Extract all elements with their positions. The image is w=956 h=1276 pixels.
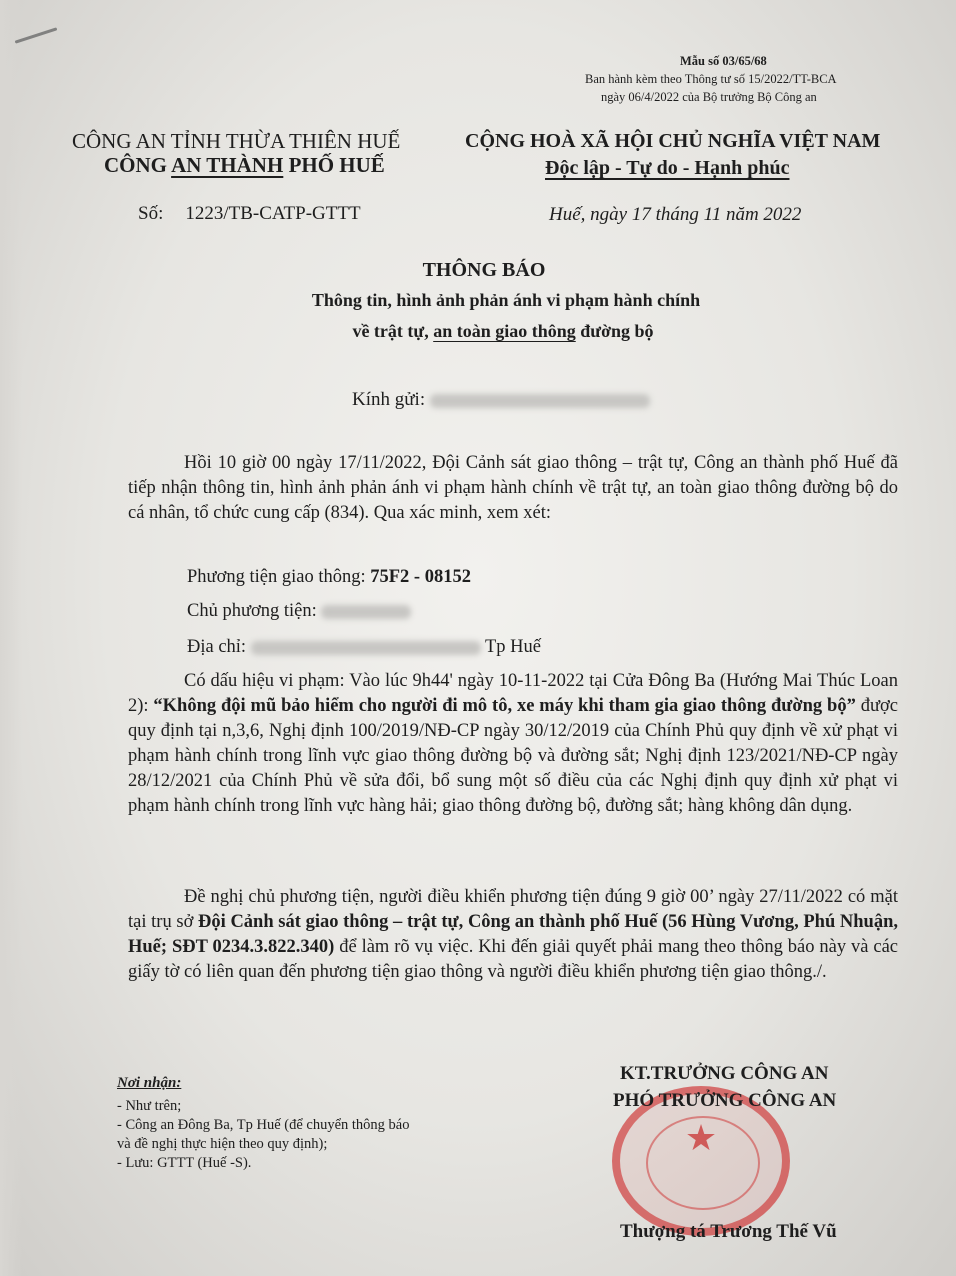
doc-number-label: Số: — [138, 203, 164, 224]
subtitle-2-a: về trật tự, — [352, 321, 434, 341]
request-paragraph — [128, 885, 898, 985]
form-basis-line2: ngày 06/4/2022 của Bộ trưởng Bộ Công an — [601, 90, 817, 104]
request-text-b: để làm rõ vụ việc. Khi đến giải quyết phải mang theo thông báo này và các giấy tờ có liên quan đến phương tiện giao thông và người điều khiển phương tiện giao thông./. — [128, 937, 898, 982]
recipients-item: - Công an Đông Ba, Tp Huế (để chuyển thông báo — [117, 1117, 410, 1133]
subtitle-2-c: đường bộ — [575, 321, 654, 341]
org-name-a: CÔNG — [104, 153, 172, 177]
doc-date: Huế, ngày 17 tháng 11 năm 2022 — [549, 204, 802, 225]
signature-title-2: PHÓ TRƯỞNG CÔNG AN — [613, 1090, 837, 1111]
org-name — [104, 153, 385, 178]
nation-title: CỘNG HOÀ XÃ HỘI CHỦ NGHĨA VIỆT NAM — [465, 130, 881, 152]
redacted-owner-name — [321, 605, 411, 619]
signature-title-1: KT.TRƯỞNG CÔNG AN — [620, 1063, 829, 1084]
subtitle-2-b: an toàn giao thông — [433, 321, 576, 341]
doc-subtitle-1: Thông tin, hình ảnh phản ánh vi phạm hành chính — [311, 290, 701, 310]
doc-subtitle-2 — [25, 321, 956, 342]
intro-text: Hồi 10 giờ 00 ngày 17/11/2022, Đội Cảnh sát giao thông – trật tự, Công an thành phố Huế đã tiếp nhận thông tin, hình ảnh phản ánh vi phạm hành chính về trật tự, an toàn giao thông đường bộ do cá nhân, tổ chức cung cấp (834). Qua xác minh, xem xét: — [128, 453, 898, 523]
violation-paragraph — [128, 669, 898, 819]
doc-title: THÔNG BÁO — [422, 259, 546, 281]
redacted-recipient-name — [430, 394, 650, 408]
vehicle-field — [187, 567, 471, 588]
form-number: Mẫu số 03/65/68 — [680, 54, 767, 68]
violation-text-b: được quy định tại n,3,6, Nghị định 100/2019/NĐ-CP ngày 30/12/2019 của Chính Phủ quy định về xử phạt vi phạm hành chính trong lĩnh vực giao thông đường bộ và đường sắt; Nghị định 123/2021/NĐ-CP ngày 28/12/2021 của Chính Phủ về sửa đổi, bổ sung một số điều của các Nghị định quy định xử phạt vi phạm hành chính trong lĩnh vực hàng hải; giao thông đường bộ, đường sắt; hàng không dân dụng. — [128, 696, 898, 816]
vehicle-plate: 75F2 - 08152 — [370, 567, 471, 587]
org-parent: CÔNG AN TỈNH THỪA THIÊN HUẾ — [72, 129, 401, 153]
org-name-b: AN THÀNH — [171, 153, 284, 177]
address-label: Địa chỉ: — [187, 637, 247, 657]
owner-field — [187, 601, 411, 622]
request-text-a: Đề nghị chủ phương tiện, người điều khiển phương tiện đúng 9 giờ 00’ ngày 27/11/2022 có mặt tại trụ sở — [128, 887, 898, 932]
doc-number — [138, 203, 361, 225]
recipients-item: - Như trên; — [117, 1098, 182, 1114]
request-text-bold: Đội Cảnh sát giao thông – trật tự, Công an thành phố Huế (56 Hùng Vương, Phú Nhuận, Huế; SĐT 0234.3.822.340) — [128, 912, 899, 957]
doc-number-value: 1223/TB-CATP-GTTT — [185, 203, 361, 224]
recipient-line — [352, 389, 650, 411]
violation-text-a: Có dấu hiệu vi phạm: Vào lúc 9h44' ngày 10-11-2022 tại Cửa Đông Ba (Hướng Mai Thúc Loan 2): — [128, 671, 898, 716]
recipient-label: Kính gửi: — [352, 389, 426, 410]
redacted-address — [251, 641, 481, 655]
signer-name: Thượng tá Trương Thế Vũ — [620, 1221, 837, 1242]
recipients-title: Nơi nhận: — [117, 1075, 182, 1091]
recipients-item: - Lưu: GTTT (Huế -S). — [117, 1155, 252, 1171]
intro-paragraph — [128, 451, 898, 526]
page-edge-shadow — [0, 0, 22, 1276]
nation-motto: Độc lập - Tự do - Hạnh phúc — [545, 157, 790, 179]
owner-label: Chủ phương tiện: — [187, 601, 317, 621]
form-basis-line1: Ban hành kèm theo Thông tư số 15/2022/TT-BCA — [585, 72, 837, 86]
org-name-c: PHỐ HUẾ — [283, 153, 385, 177]
recipients-item: và đề nghị thực hiện theo quy định); — [117, 1136, 328, 1152]
violation-text-bold: “Không đội mũ bảo hiểm cho người đi mô tô, xe máy khi tham gia giao thông đường bộ” — [153, 696, 856, 716]
seal-star-icon: ★ — [684, 1118, 718, 1159]
address-field — [187, 637, 541, 658]
recipients-list — [117, 1097, 410, 1173]
address-suffix: Tp Huế — [485, 637, 541, 657]
vehicle-label: Phương tiện giao thông: — [187, 567, 371, 587]
